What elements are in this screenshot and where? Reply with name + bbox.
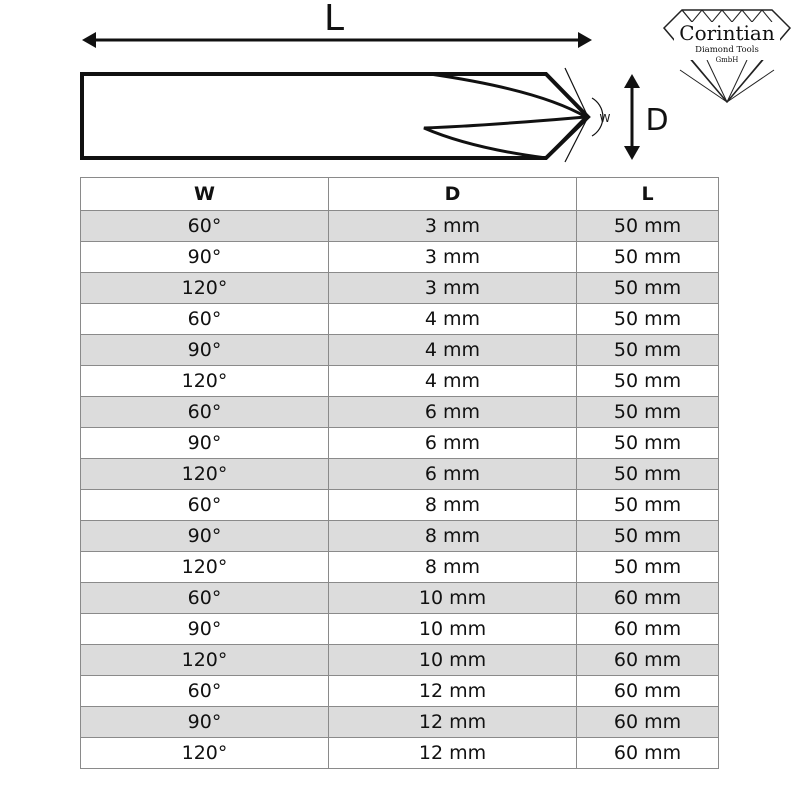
cell-angle: 120° [81,645,329,676]
cell-length: 50 mm [577,335,719,366]
cell-angle: 60° [81,211,329,242]
table-header-row [81,178,719,211]
table-row [81,676,719,707]
table-row [81,211,719,242]
cell-length: 50 mm [577,428,719,459]
table-row [81,366,719,397]
cell-length: 50 mm [577,459,719,490]
cell-length: 50 mm [577,490,719,521]
cell-angle: 90° [81,335,329,366]
table-row [81,521,719,552]
table-row [81,614,719,645]
cell-diameter: 6 mm [329,397,577,428]
specification-table [80,177,719,769]
cell-diameter: 3 mm [329,273,577,304]
cell-diameter: 8 mm [329,521,577,552]
cell-angle: 120° [81,459,329,490]
cell-length: 60 mm [577,583,719,614]
cell-diameter: 12 mm [329,676,577,707]
cell-angle: 60° [81,583,329,614]
table-row [81,273,719,304]
header-diameter: D [329,178,577,211]
table-row [81,428,719,459]
table-body [81,211,719,769]
cell-length: 60 mm [577,707,719,738]
cell-diameter: 10 mm [329,645,577,676]
cell-angle: 120° [81,273,329,304]
logo-name: Corintian [679,21,775,45]
cell-angle: 60° [81,490,329,521]
cell-diameter: 10 mm [329,583,577,614]
logo-company-type: GmbH [715,56,739,64]
table-row [81,242,719,273]
cell-length: 50 mm [577,242,719,273]
cell-diameter: 12 mm [329,738,577,769]
cell-length: 50 mm [577,366,719,397]
cell-angle: 120° [81,738,329,769]
cell-diameter: 3 mm [329,242,577,273]
diameter-label: D [645,103,669,138]
cell-length: 50 mm [577,552,719,583]
cell-diameter: 12 mm [329,707,577,738]
cell-angle: 120° [81,366,329,397]
cell-length: 60 mm [577,676,719,707]
cell-angle: 60° [81,397,329,428]
cell-length: 50 mm [577,304,719,335]
cell-diameter: 8 mm [329,490,577,521]
table-row [81,707,719,738]
table-row [81,552,719,583]
corintian-logo [662,4,792,104]
table-row [81,304,719,335]
table-row [81,645,719,676]
length-label: L [323,0,345,39]
cell-angle: 120° [81,552,329,583]
cell-angle: 90° [81,707,329,738]
cell-diameter: 3 mm [329,211,577,242]
cell-length: 60 mm [577,738,719,769]
header-angle: W [81,178,329,211]
table-row [81,335,719,366]
logo-subtitle: Diamond Tools [695,45,759,55]
angle-label: W [599,112,611,125]
table-row [81,397,719,428]
cell-angle: 90° [81,242,329,273]
cell-length: 50 mm [577,211,719,242]
cell-angle: 60° [81,676,329,707]
table-row [81,459,719,490]
diameter-dimension-arrow [624,74,640,160]
cell-angle: 90° [81,428,329,459]
cell-diameter: 4 mm [329,304,577,335]
cell-diameter: 8 mm [329,552,577,583]
header-length: L [577,178,719,211]
cell-angle: 60° [81,304,329,335]
cell-diameter: 10 mm [329,614,577,645]
table-row [81,738,719,769]
cell-diameter: 4 mm [329,335,577,366]
cell-length: 50 mm [577,397,719,428]
cell-length: 50 mm [577,273,719,304]
table-row [81,490,719,521]
table-row [81,583,719,614]
cell-diameter: 4 mm [329,366,577,397]
cell-length: 60 mm [577,614,719,645]
cell-diameter: 6 mm [329,428,577,459]
cell-angle: 90° [81,521,329,552]
cell-angle: 90° [81,614,329,645]
cell-length: 60 mm [577,645,719,676]
cell-length: 50 mm [577,521,719,552]
cell-diameter: 6 mm [329,459,577,490]
tool-body-outline [82,74,588,158]
